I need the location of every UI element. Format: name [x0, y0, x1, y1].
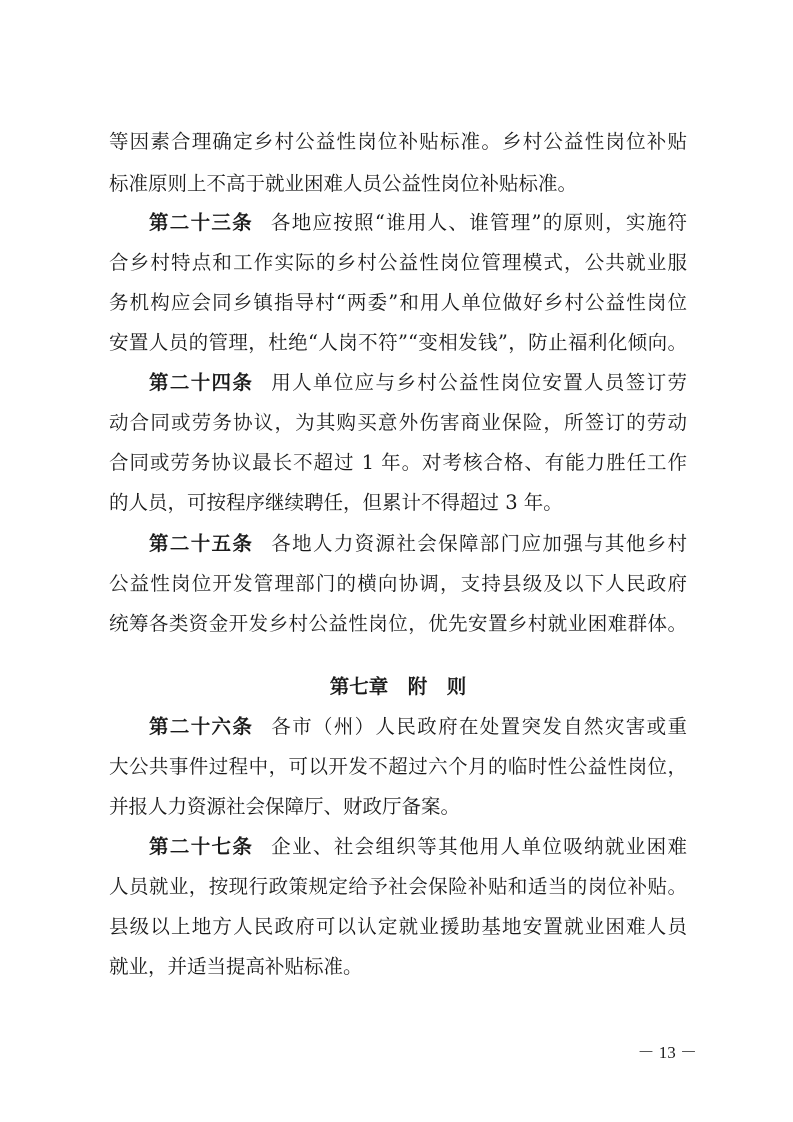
- text-line: 标准原则上不高于就业困难人员公益性岗位补贴标准。: [109, 172, 578, 195]
- article-23-line: [149, 206, 687, 240]
- article-label: 第二十七条: [149, 835, 254, 858]
- text-line: 县级以上地方人民政府可以认定就业援助基地安置就业困难人员: [109, 915, 687, 938]
- article-label: 第二十四条: [149, 371, 254, 394]
- text-line: 用人单位应与乡村公益性岗位安置人员签订劳: [271, 371, 687, 394]
- article-25-line: [149, 527, 687, 561]
- text-line: 各地人力资源社会保障部门应加强与其他乡村: [271, 532, 687, 555]
- article-26-line: [149, 710, 687, 744]
- text-line: 合同或劳务协议最长不超过 1 年。对考核合格、有能力胜任工作: [109, 451, 687, 474]
- chapter-title: 第七章 附 则: [329, 675, 467, 698]
- article-label: 第二十三条: [149, 211, 253, 234]
- article-24-line: [149, 366, 687, 400]
- text-line: 合乡村特点和工作实际的乡村公益性岗位管理模式，公共就业服: [109, 251, 687, 274]
- text-line: 统筹各类资金开发乡村公益性岗位，优先安置乡村就业困难群体。: [109, 612, 687, 635]
- article-27-line: [149, 830, 687, 864]
- text-line: 人员就业，按现行政策规定给予社会保险补贴和适当的岗位补贴。: [109, 875, 687, 898]
- text-line: 的人员，可按程序继续聘任，但累计不得超过 3 年。: [109, 491, 563, 514]
- text-line: 大公共事件过程中，可以开发不超过六个月的临时性公益性岗位，: [109, 755, 687, 778]
- page-number: － 13 －: [637, 1043, 697, 1062]
- text-line: 就业，并适当提高补贴标准。: [109, 955, 363, 978]
- text-line: 各市（州）人民政府在处置突发自然灾害或重: [271, 715, 687, 738]
- text-line: 动合同或劳务协议，为其购买意外伤害商业保险，所签订的劳动: [109, 411, 687, 434]
- article-label: 第二十六条: [149, 715, 254, 738]
- text-line: 并报人力资源社会保障厅、财政厅备案。: [109, 795, 461, 818]
- text-line: 务机构应会同乡镇指导村“两委”和用人单位做好乡村公益性岗位: [109, 291, 687, 314]
- text-line: 企业、社会组织等其他用人单位吸纳就业困难: [271, 835, 687, 858]
- text-line: 公益性岗位开发管理部门的横向协调，支持县级及以下人民政府: [109, 572, 687, 595]
- article-label: 第二十五条: [149, 532, 254, 555]
- text-line: 等因素合理确定乡村公益性岗位补贴标准。乡村公益性岗位补贴: [109, 130, 687, 153]
- text-line: 各地应按照“谁用人、谁管理”的原则，实施符: [270, 211, 687, 234]
- text-line: 安置人员的管理，杜绝“人岗不符”“变相发钱”，防止福利化倾向。: [109, 331, 687, 354]
